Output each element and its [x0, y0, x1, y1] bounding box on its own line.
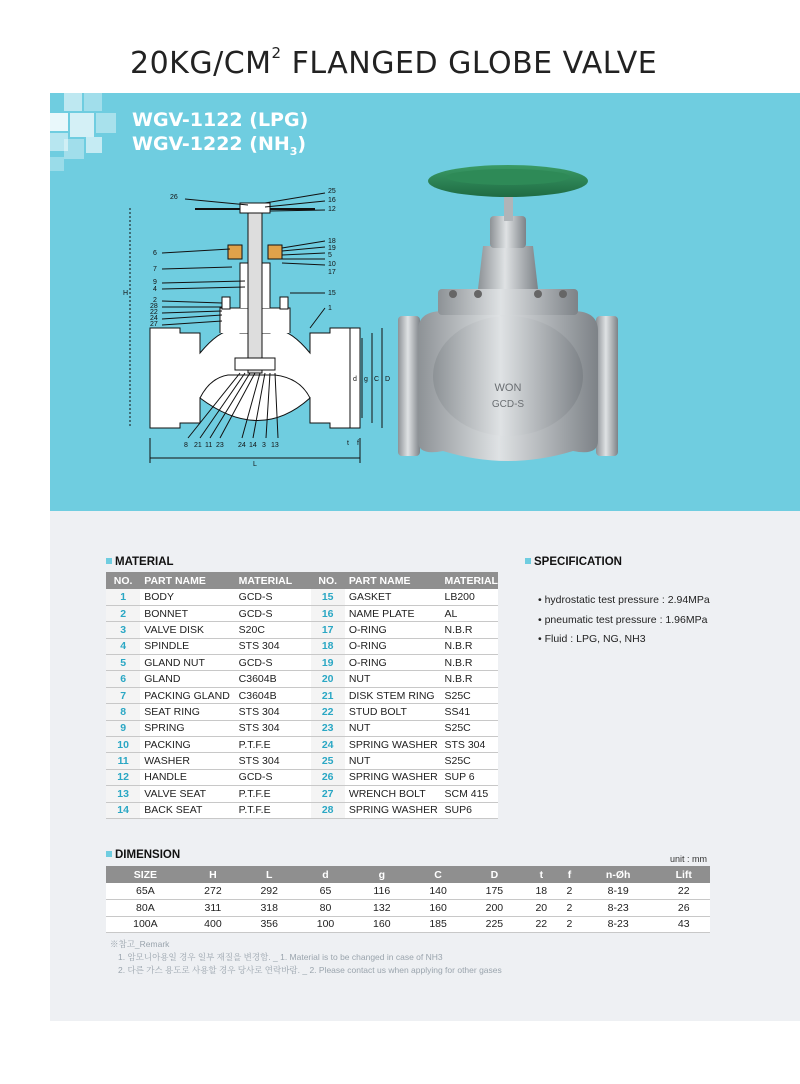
- part-number: 20: [311, 671, 345, 687]
- dimension-cell: 80: [297, 900, 353, 917]
- dimension-cell: 292: [241, 883, 297, 900]
- part-number: 28: [311, 802, 345, 818]
- part-material: P.T.F.E: [235, 802, 311, 818]
- dimension-cell: 8-23: [579, 916, 658, 933]
- dimension-heading: DIMENSION: [106, 849, 180, 861]
- material-row: [106, 638, 498, 654]
- material-row: [106, 786, 498, 802]
- spec-item: • pneumatic test pressure : 1.96MPa: [538, 613, 708, 626]
- dimension-column-header: t: [523, 866, 561, 883]
- part-name: SPRING WASHER: [345, 802, 441, 818]
- material-row: [106, 737, 498, 753]
- part-name: NUT: [345, 753, 441, 769]
- dimension-column-header: D: [466, 866, 522, 883]
- dimension-cell: 2: [560, 916, 579, 933]
- dimension-cell: 225: [466, 916, 522, 933]
- part-material: AL: [440, 605, 498, 621]
- part-number: 11: [106, 753, 140, 769]
- part-material: SUP6: [440, 802, 498, 818]
- part-name: GASKET: [345, 589, 441, 605]
- part-number: 23: [311, 720, 345, 736]
- dimension-table: [106, 866, 710, 933]
- part-name: GLAND: [140, 671, 234, 687]
- specification-list: [538, 591, 710, 650]
- part-number: 19: [311, 655, 345, 671]
- part-name: GLAND NUT: [140, 655, 234, 671]
- dimension-column-header: n-Øh: [579, 866, 658, 883]
- material-column-header: MATERIAL: [235, 572, 311, 589]
- model-nh3: WGV-1222 $(NH_3)$: [132, 133, 307, 158]
- callout-16: 16: [328, 197, 336, 204]
- dimension-cell: 311: [185, 900, 241, 917]
- part-material: P.T.F.E: [235, 737, 311, 753]
- part-number: 10: [106, 737, 140, 753]
- part-material: N.B.R: [440, 671, 498, 687]
- dimension-cell: 175: [466, 883, 522, 900]
- dimension-cell: 160: [410, 900, 466, 917]
- part-name: DISK STEM RING: [345, 687, 441, 703]
- part-material: STS 304: [235, 720, 311, 736]
- callout-10: 10: [328, 261, 336, 268]
- part-number: 22: [311, 704, 345, 720]
- part-material: N.B.R: [440, 655, 498, 671]
- material-column-header: NO.: [311, 572, 345, 589]
- part-number: 6: [106, 671, 140, 687]
- callout-21: 21: [194, 442, 202, 449]
- part-number: 17: [311, 622, 345, 638]
- dimension-cell: 43: [658, 916, 710, 933]
- dimension-cell: 132: [354, 900, 410, 917]
- dimension-cell: 272: [185, 883, 241, 900]
- part-material: C3604B: [235, 687, 311, 703]
- part-number: 3: [106, 622, 140, 638]
- dimension-cell: 185: [410, 916, 466, 933]
- dimension-cell: 20: [523, 900, 561, 917]
- part-name: SPRING: [140, 720, 234, 736]
- part-material: STS 304: [235, 753, 311, 769]
- dimension-cell: 26: [658, 900, 710, 917]
- valve-product-photo: [398, 161, 618, 461]
- part-name: VALVE DISK: [140, 622, 234, 638]
- material-column-header: MATERIAL: [440, 572, 498, 589]
- dim-label-d: d: [353, 376, 357, 383]
- model-lpg: WGV-1122 (LPG): [132, 109, 309, 131]
- casting-text-gcd: GCD-S: [491, 399, 525, 410]
- spec-item: • Fluid : LPG, NG, NH3: [538, 633, 646, 645]
- callout-2: 2: [153, 297, 157, 304]
- casting-text-won: WON: [494, 382, 522, 394]
- part-number: 2: [106, 605, 140, 621]
- dimension-cell: 8-23: [579, 900, 658, 917]
- valve-cross-section-drawing: [110, 183, 410, 483]
- material-row: [106, 671, 498, 687]
- part-number: 21: [311, 687, 345, 703]
- callout-14: 14: [249, 442, 257, 449]
- part-number: 1: [106, 589, 140, 605]
- part-material: N.B.R: [440, 622, 498, 638]
- dimension-cell: 18: [523, 883, 561, 900]
- callout-3: 3: [262, 442, 266, 449]
- part-number: 14: [106, 802, 140, 818]
- dimension-cell: 356: [241, 916, 297, 933]
- part-number: 18: [311, 638, 345, 654]
- callout-7: 7: [153, 266, 157, 273]
- material-row: [106, 687, 498, 703]
- dimension-cell: 160: [354, 916, 410, 933]
- callout-24-left: 24: [150, 315, 158, 322]
- part-name: NUT: [345, 720, 441, 736]
- dimension-column-header: g: [354, 866, 410, 883]
- part-number: 27: [311, 786, 345, 802]
- callout-28: 28: [150, 303, 158, 310]
- part-name: SPINDLE: [140, 638, 234, 654]
- material-column-header: NO.: [106, 572, 140, 589]
- callout-8: 8: [184, 442, 188, 449]
- callout-11: 11: [205, 442, 213, 449]
- dimension-cell: 22: [658, 883, 710, 900]
- callout-26: 26: [170, 194, 178, 201]
- page-title: $20KG/CM^2$ FLANGED GLOBE VALVE: [130, 44, 658, 81]
- callout-17: 17: [328, 269, 336, 276]
- part-name: HANDLE: [140, 769, 234, 785]
- dimension-cell: 100: [297, 916, 353, 933]
- part-material: STS 304: [440, 737, 498, 753]
- part-name: PACKING GLAND: [140, 687, 234, 703]
- material-column-header: PART NAME: [345, 572, 441, 589]
- dimension-cell: 116: [354, 883, 410, 900]
- part-material: STS 304: [235, 638, 311, 654]
- part-number: 4: [106, 638, 140, 654]
- remark-note: [110, 938, 502, 977]
- dimension-cell: 22: [523, 916, 561, 933]
- part-number: 26: [311, 769, 345, 785]
- callout-6: 6: [153, 250, 157, 257]
- dimension-row: [106, 916, 710, 933]
- material-row: [106, 753, 498, 769]
- dimension-column-header: f: [560, 866, 579, 883]
- specification-heading: SPECIFICATION: [525, 556, 622, 568]
- callout-15: 15: [328, 290, 336, 297]
- dimension-cell: 100A: [106, 916, 185, 933]
- part-name: STUD BOLT: [345, 704, 441, 720]
- dimension-cell: 2: [560, 883, 579, 900]
- dimension-cell: 140: [410, 883, 466, 900]
- part-number: 25: [311, 753, 345, 769]
- remark-line: 1. 암모니아용일 경우 일부 재질을 변경함. _ 1. Material is to be changed in case of NH3: [118, 952, 443, 962]
- dim-label-D: D: [385, 376, 391, 383]
- dim-label-L: L: [253, 461, 257, 468]
- dimension-column-header: Lift: [658, 866, 710, 883]
- part-name: SEAT RING: [140, 704, 234, 720]
- part-material: GCD-S: [235, 769, 311, 785]
- dimension-cell: 400: [185, 916, 241, 933]
- material-row: [106, 622, 498, 638]
- material-row: [106, 655, 498, 671]
- part-material: S25C: [440, 720, 498, 736]
- part-material: GCD-S: [235, 605, 311, 621]
- callout-9: 9: [153, 279, 157, 286]
- part-number: 7: [106, 687, 140, 703]
- dimension-cell: 200: [466, 900, 522, 917]
- dimension-row: [106, 883, 710, 900]
- dim-label-g: g: [364, 376, 368, 383]
- dimension-row: [106, 900, 710, 917]
- part-material: N.B.R: [440, 638, 498, 654]
- callout-4: 4: [153, 286, 157, 293]
- callout-24: 24: [238, 442, 246, 449]
- material-row: [106, 704, 498, 720]
- callout-12: 12: [328, 206, 336, 213]
- dimension-cell: 80A: [106, 900, 185, 917]
- part-name: NAME PLATE: [345, 605, 441, 621]
- part-material: S25C: [440, 687, 498, 703]
- dimension-column-header: C: [410, 866, 466, 883]
- dimension-cell: 2: [560, 900, 579, 917]
- material-column-header: PART NAME: [140, 572, 234, 589]
- unit-label: unit : mm: [670, 854, 708, 864]
- callout-19: 19: [328, 245, 336, 252]
- part-material: C3604B: [235, 671, 311, 687]
- part-number: 8: [106, 704, 140, 720]
- part-name: BACK SEAT: [140, 802, 234, 818]
- material-table: [106, 572, 498, 819]
- material-row: [106, 769, 498, 785]
- part-number: 9: [106, 720, 140, 736]
- dim-label-C: C: [374, 376, 380, 383]
- part-name: O-RING: [345, 655, 441, 671]
- part-name: BONNET: [140, 605, 234, 621]
- part-material: STS 304: [235, 704, 311, 720]
- dimension-column-header: d: [297, 866, 353, 883]
- part-number: 13: [106, 786, 140, 802]
- part-number: 16: [311, 605, 345, 621]
- part-material: SUP 6: [440, 769, 498, 785]
- spec-item: • hydrostatic test pressure : 2.94MPa: [538, 594, 710, 606]
- part-name: SPRING WASHER: [345, 737, 441, 753]
- part-material: GCD-S: [235, 655, 311, 671]
- material-row: [106, 589, 498, 605]
- part-material: GCD-S: [235, 589, 311, 605]
- callout-27: 27: [150, 321, 158, 328]
- remark-title: ※참고_Remark: [110, 939, 170, 949]
- dim-label-t: t: [347, 440, 349, 447]
- hero-panel: [50, 93, 800, 511]
- part-name: WASHER: [140, 753, 234, 769]
- dimension-cell: 65: [297, 883, 353, 900]
- material-row: [106, 605, 498, 621]
- part-material: SCM 415: [440, 786, 498, 802]
- part-material: S25C: [440, 753, 498, 769]
- part-material: S20C: [235, 622, 311, 638]
- remark-line: 2. 다른 가스 용도로 사용할 경우 당사로 연락바람. _ 2. Please contact us when applying for other gases: [118, 965, 502, 975]
- callout-1: 1: [328, 305, 332, 312]
- dimension-cell: 8-19: [579, 883, 658, 900]
- part-number: 5: [106, 655, 140, 671]
- part-material: SS41: [440, 704, 498, 720]
- part-name: NUT: [345, 671, 441, 687]
- callout-23: 23: [216, 442, 224, 449]
- callout-18: 18: [328, 238, 336, 245]
- part-name: O-RING: [345, 638, 441, 654]
- part-name: PACKING: [140, 737, 234, 753]
- material-heading: MATERIAL: [106, 556, 174, 568]
- dimension-cell: 65A: [106, 883, 185, 900]
- part-number: 12: [106, 769, 140, 785]
- part-name: O-RING: [345, 622, 441, 638]
- callout-25: 25: [328, 188, 336, 195]
- dim-label-H: H: [123, 290, 129, 297]
- part-material: P.T.F.E: [235, 786, 311, 802]
- callout-5: 5: [328, 252, 332, 259]
- dimension-column-header: SIZE: [106, 866, 185, 883]
- part-name: SPRING WASHER: [345, 769, 441, 785]
- part-number: 24: [311, 737, 345, 753]
- part-name: VALVE SEAT: [140, 786, 234, 802]
- dim-label-f: f: [357, 440, 359, 447]
- dimension-column-header: H: [185, 866, 241, 883]
- dimension-column-header: L: [241, 866, 297, 883]
- part-name: WRENCH BOLT: [345, 786, 441, 802]
- material-row: [106, 802, 498, 818]
- dimension-cell: 318: [241, 900, 297, 917]
- material-row: [106, 720, 498, 736]
- part-material: LB200: [440, 589, 498, 605]
- callout-13: 13: [271, 442, 279, 449]
- callout-22: 22: [150, 309, 158, 316]
- part-number: 15: [311, 589, 345, 605]
- part-name: BODY: [140, 589, 234, 605]
